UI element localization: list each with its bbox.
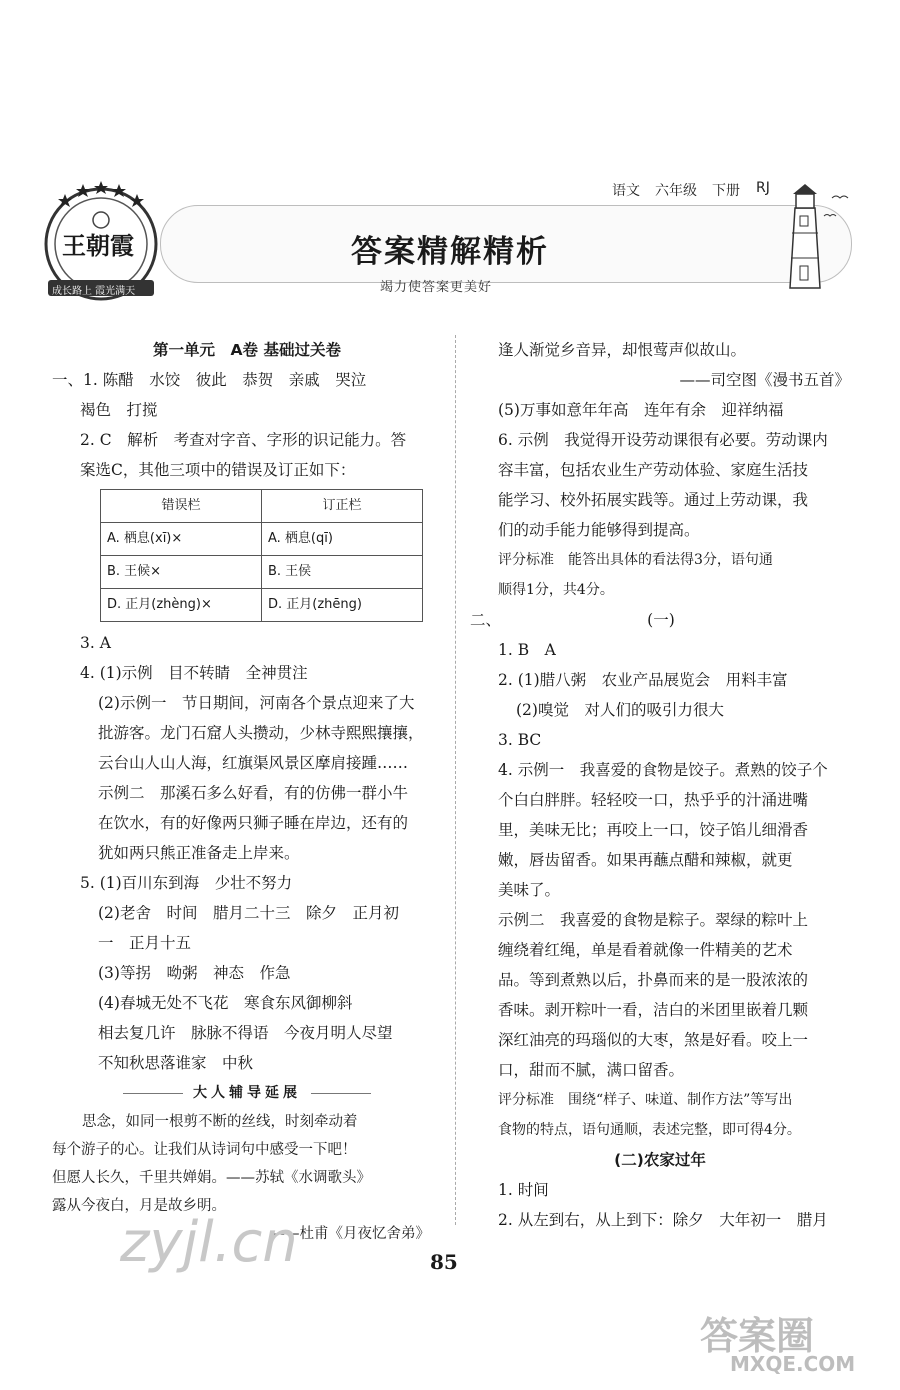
answer-line: 品。等到煮熟以后，扑鼻而来的是一股浓浓的 — [498, 971, 809, 989]
answer-line: 相去复几许 脉脉不得语 今夜月明人尽望 — [98, 1024, 393, 1042]
table-cell: A. 栖息(xī)× — [101, 523, 262, 556]
answer-line: 1. B A — [498, 641, 556, 659]
answer-line: 逢人渐觉乡音异，却恨莺声似故山。 — [498, 341, 747, 359]
answer-line: 个白白胖胖。轻轻咬一口，热乎乎的汁涌进嘴 — [498, 791, 809, 809]
table-header: 订正栏 — [262, 490, 423, 523]
page-title: 答案精解精析 — [351, 234, 549, 270]
answer-line: 在饮水，有的好像两只狮子睡在岸边，还有的 — [98, 814, 409, 832]
answer-line: 一、1. 陈醋 水饺 彼此 恭贺 亲戚 哭泣 — [52, 371, 367, 389]
answer-line: 批游客。龙门石窟人头攒动，少林寺熙熙攘攘， — [98, 724, 424, 742]
subsection-title: (一) — [647, 611, 675, 629]
answer-line: 缠绕着红绳，单是看着就像一件精美的艺术 — [498, 941, 793, 959]
extension-line: ——杜甫《月夜忆舍弟》 — [270, 1226, 430, 1242]
answer-line: 犹如两只熊正准备走上岸来。 — [98, 844, 300, 862]
answer-line: 褐色 打搅 — [80, 401, 158, 419]
answer-line: 嫩，唇齿留香。如果再蘸点醋和辣椒，就更 — [498, 851, 793, 869]
answer-line: 容丰富，包括农业生产劳动体验、家庭生活技 — [498, 461, 809, 479]
answer-line: ——司空图《漫书五首》 — [679, 371, 850, 389]
page-number: 85 — [430, 1250, 458, 1274]
table-cell: B. 王候× — [101, 556, 262, 589]
section-label — [470, 605, 850, 635]
answer-line: 3. BC — [498, 731, 542, 749]
answer-line: 2. (1)腊八粥 农业产品展览会 用料丰富 — [498, 671, 788, 689]
answer-line: 4. 示例一 我喜爱的食物是饺子。煮熟的饺子个 — [498, 761, 828, 779]
answer-line: 能学习、校外拓展实践等。通过上劳动课，我 — [498, 491, 809, 509]
page-subtitle: 竭力使答案更美好 — [380, 280, 493, 295]
answer-line: 示例二 那溪石多么好看，有的仿佛一群小牛 — [98, 784, 409, 802]
section-title: 第一单元 A卷 基础过关卷 — [153, 341, 341, 359]
answer-line: (2)嗅觉 对人们的吸引力很大 — [516, 701, 724, 719]
lighthouse-icon — [760, 178, 850, 296]
scoring-standard: 食物的特点，语句通顺，表述完整，即可得4分。 — [498, 1122, 801, 1138]
table-cell: B. 王侯 — [262, 556, 423, 589]
scoring-standard: 评分标准 能答出具体的看法得3分，语句通 — [498, 552, 773, 568]
extension-line: 但愿人长久，千里共婵娟。——苏轼《水调歌头》 — [52, 1170, 371, 1186]
answer-line: 们的动手能力能够得到提高。 — [498, 521, 700, 539]
table-row — [101, 523, 423, 556]
answer-line: 不知秋思落谁家 中秋 — [98, 1054, 254, 1072]
answer-line: 里，美味无比；再咬上一口，饺子馅儿细滑香 — [498, 821, 809, 839]
answer-line: 1. 时间 — [498, 1181, 549, 1199]
scoring-standard: 评分标准 围绕“样子、味道、制作方法”等写出 — [498, 1092, 793, 1108]
answer-line: 3. A — [80, 634, 111, 652]
right-column — [470, 335, 850, 1235]
extension-heading: 大人辅导延展 — [52, 1078, 442, 1108]
answer-line: 云台山人山人海，红旗渠风景区摩肩接踵…… — [98, 754, 409, 772]
left-column — [52, 335, 442, 1248]
answer-line: 香味。剥开粽叶一看，洁白的米团里嵌着几颗 — [498, 1001, 809, 1019]
table-cell: A. 栖息(qī) — [262, 523, 423, 556]
table-cell: D. 正月(zhēng) — [262, 589, 423, 622]
answer-line: 2. C 解析 考查对字音、字形的识记能力。答 — [80, 431, 407, 449]
table-header: 错误栏 — [101, 490, 262, 523]
answer-line: 2. 从左到右，从上到下：除夕 大年初一 腊月 — [498, 1211, 828, 1229]
table-row — [101, 556, 423, 589]
answer-line: (5)万事如意年年高 连年有余 迎祥纳福 — [498, 401, 784, 419]
answer-line: (2)老舍 时间 腊月二十三 除夕 正月初 — [98, 904, 399, 922]
answer-line: 示例二 我喜爱的食物是粽子。翠绿的粽叶上 — [498, 911, 809, 929]
subsection-title: (二)农家过年 — [614, 1151, 706, 1169]
watermark-mxqe: MXQE.COM — [730, 1352, 856, 1376]
answer-line: 4. (1)示例 目不转睛 全神贯注 — [80, 664, 308, 682]
answer-line: 6. 示例 我觉得开设劳动课很有必要。劳动课内 — [498, 431, 828, 449]
watermark-zyjl: zyjl.cn — [120, 1210, 298, 1275]
table-row — [101, 589, 423, 622]
table-cell: D. 正月(zhèng)× — [101, 589, 262, 622]
edition-label: RJ — [756, 180, 770, 196]
subject-label: 语文 — [612, 183, 640, 199]
logo-text: 王朝霞 — [62, 231, 134, 260]
volume-label: 下册 — [712, 183, 740, 199]
answer-line: (2)示例一 节日期间，河南各个景点迎来了大 — [98, 694, 415, 712]
extension-line: 每个游子的心。让我们从诗词句中感受一下吧！ — [52, 1142, 357, 1158]
answer-line: (4)春城无处不飞花 寒食东风御柳斜 — [98, 994, 353, 1012]
scoring-standard: 顺得1分，共4分。 — [498, 582, 614, 598]
grade-label: 六年级 — [655, 183, 697, 199]
part-number: 二、 — [470, 611, 502, 629]
watermark-daanquan: 答案圈 — [700, 1314, 815, 1358]
logo-slogan: 成长路上 霞光满天 — [52, 286, 136, 297]
answer-line: 5. (1)百川东到海 少壮不努力 — [80, 874, 293, 892]
extension-line: 露从今夜白，月是故乡明。 — [52, 1198, 226, 1214]
answer-line: (3)等拐 呦粥 神态 作急 — [98, 964, 291, 982]
column-divider — [455, 335, 456, 1225]
extension-line: 思念，如同一根剪不断的丝线，时刻牵动着 — [82, 1114, 358, 1130]
answer-line: 深红油亮的玛瑙似的大枣，煞是好看。咬上一 — [498, 1031, 809, 1049]
answer-line: 一 正月十五 — [98, 934, 192, 952]
answer-line: 口，甜而不腻，满口留香。 — [498, 1061, 685, 1079]
answer-line: 案选C，其他三项中的错误及订正如下： — [80, 461, 356, 479]
error-correction-table — [100, 489, 423, 622]
answer-line: 美味了。 — [498, 881, 561, 899]
